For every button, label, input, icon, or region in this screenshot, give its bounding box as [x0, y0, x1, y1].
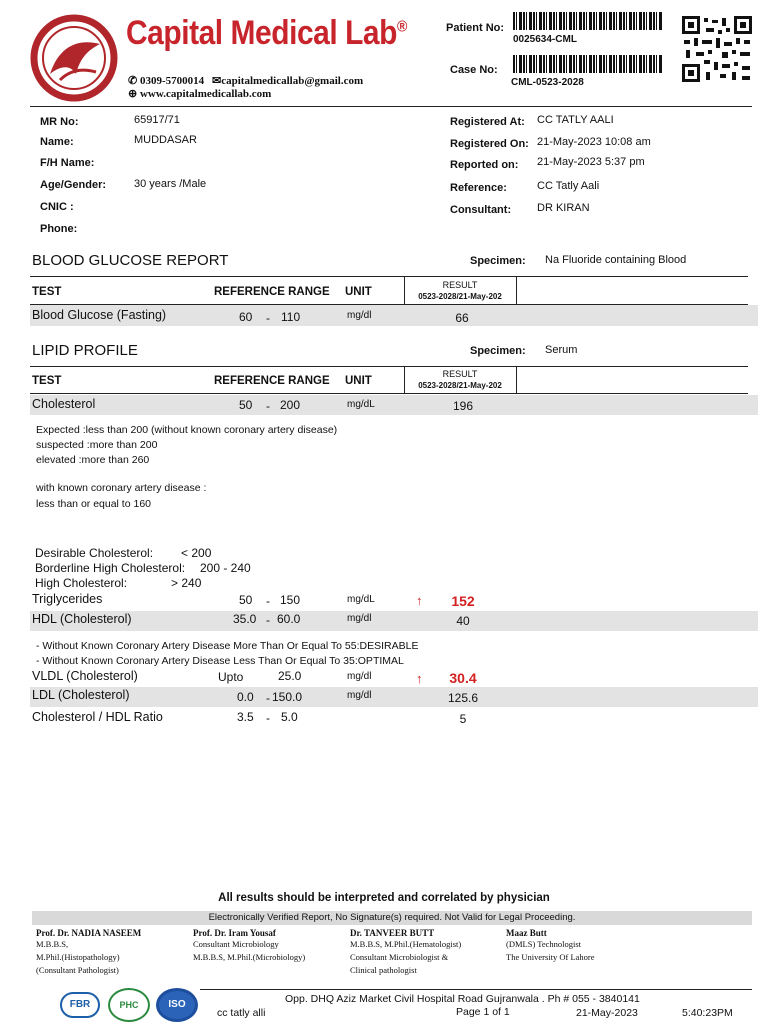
footer-divider — [200, 989, 752, 990]
glucose-specimen-label: Specimen: — [470, 255, 526, 267]
test-name: LDL (Cholesterol) — [32, 688, 130, 702]
lipid-table-top — [30, 366, 748, 367]
range-high: 110 — [281, 310, 301, 324]
name-label: Name: — [40, 136, 74, 148]
iso-logo: ISO — [156, 988, 198, 1022]
registered-at-value: CC TATLY AALI — [537, 114, 614, 126]
phone-icon: ✆ — [128, 75, 138, 87]
lipid-specimen-label: Specimen: — [470, 345, 526, 357]
range-low: Upto — [218, 670, 244, 684]
print-time: 5:40:23PM — [682, 1007, 733, 1019]
unit: mg/dl — [347, 671, 372, 682]
glucose-col-result: RESULT — [442, 280, 478, 290]
consultant-label: Consultant: — [450, 204, 512, 216]
lab-email: ✉capitalmedicallab@gmail.com — [212, 75, 364, 87]
note-line: with known coronary artery disease : — [36, 482, 207, 494]
signatory — [36, 928, 141, 977]
signatory-line: M.B.B.S, M.Phil.(Hematologist) — [350, 939, 462, 949]
lipid-col-test: TEST — [32, 375, 62, 387]
page-number: Page 1 of 1 — [456, 1006, 510, 1018]
range-high: 150.0 — [272, 690, 303, 704]
case-no-label: Case No: — [450, 64, 498, 76]
print-date: 21-May-2023 — [576, 1007, 638, 1019]
lab-name: Capital Medical Lab® — [126, 14, 407, 52]
mail-icon: ✉ — [212, 75, 222, 87]
registered-mark: ® — [396, 18, 407, 36]
range-low: 50 — [239, 398, 253, 412]
cholesterol-row-bg — [30, 395, 758, 415]
range-high: 150 — [280, 593, 301, 607]
unit: mg/dL — [347, 594, 375, 605]
lipid-section-title: LIPID PROFILE — [32, 342, 138, 359]
name-value: MUDDASAR — [134, 134, 197, 146]
lab-address: Opp. DHQ Aziz Market Civil Hospital Road Gujranwala . Ph # 055 - 3840141 — [285, 993, 640, 1005]
patient-no-barcode — [513, 12, 663, 30]
signatory-line: M.B.B.S, M.Phil.(Microbiology) — [193, 952, 306, 962]
interpretation-note: All results should be interpreted and correlated by physician — [218, 892, 550, 904]
range-dash: - — [266, 399, 270, 413]
range-dash: - — [266, 311, 270, 325]
fh-name-label: F/H Name: — [40, 157, 95, 169]
signatory-line: (DMLS) Technologist — [506, 939, 582, 949]
unit: mg/dl — [347, 310, 372, 321]
test-name: Triglycerides — [32, 592, 103, 606]
signatory-line: Clinical pathologist — [350, 965, 417, 975]
glucose-table-top — [30, 276, 748, 277]
result-value: 40 — [456, 614, 470, 628]
result-value: 5 — [459, 712, 467, 726]
verified-banner: Electronically Verified Report, No Signature(s) required. Not Valid for Legal Proceeding. — [32, 911, 752, 925]
lipid-specimen-value: Serum — [545, 344, 578, 356]
note-line: suspected :more than 200 — [36, 439, 158, 451]
signatory-name: Dr. TANVEER BUTT — [350, 928, 435, 938]
range-low: 35.0 — [233, 612, 257, 626]
age-gender-label: Age/Gender: — [40, 179, 107, 191]
lipid-col-result: RESULT — [442, 369, 478, 379]
signatory-line: M.B.B.S, — [36, 939, 69, 949]
note-line: elevated :more than 260 — [36, 454, 150, 466]
level-value: > 240 — [171, 576, 202, 590]
result-value: 30.4 — [449, 670, 477, 686]
result-value: 196 — [452, 399, 474, 413]
lab-phone: ✆ 0309-5700014 — [128, 75, 205, 87]
case-no-barcode — [513, 55, 663, 73]
glucose-col-result-sub: 0523-2028/21-May-202 — [418, 292, 502, 301]
signatory-line: The University Of Lahore — [506, 952, 595, 962]
lab-website: ⊕ www.capitalmedicallab.com — [128, 88, 272, 100]
hdl-row-bg — [30, 611, 758, 631]
cnic-label: CNIC : — [40, 201, 74, 213]
glucose-col-unit: UNIT — [345, 286, 372, 298]
qr-code — [682, 16, 752, 82]
mr-no-value: 65917/71 — [134, 114, 180, 126]
level-label: High Cholesterol: — [35, 576, 128, 590]
glucose-col-range: REFERENCE RANGE — [214, 286, 330, 298]
lab-logo — [30, 14, 118, 102]
age-gender-value: 30 years /Male — [134, 178, 207, 190]
range-low: 3.5 — [237, 710, 254, 724]
test-name: HDL (Cholesterol) — [32, 612, 132, 626]
fbr-logo: FBR — [60, 992, 100, 1018]
signatory-line: Consultant Microbiology — [193, 939, 279, 949]
unit: mg/dL — [347, 399, 375, 410]
case-no: CML-0523-2028 — [511, 77, 584, 88]
registered-on-value: 21-May-2023 10:08 am — [537, 136, 651, 148]
phc-logo: PHC — [108, 988, 150, 1022]
glucose-col-test: TEST — [32, 286, 62, 298]
result-value: 66 — [455, 311, 469, 325]
range-dash: - — [266, 711, 270, 725]
reference-label: Reference: — [450, 182, 507, 194]
test-name: Cholesterol / HDL Ratio — [32, 710, 163, 724]
level-label: Desirable Cholesterol: — [35, 546, 154, 560]
range-low: 60 — [239, 310, 253, 324]
unit: mg/dl — [347, 613, 372, 624]
mr-no-label: MR No: — [40, 116, 79, 128]
phone-label: Phone: — [40, 223, 78, 235]
printed-by: cc tatly alli — [217, 1007, 266, 1019]
patient-no-label: Patient No: — [446, 22, 505, 34]
note-line: less than or equal to 160 — [36, 498, 151, 510]
ldl-row-bg — [30, 687, 758, 707]
level-value: < 200 — [181, 546, 212, 560]
reported-on-value: 21-May-2023 5:37 pm — [537, 156, 645, 168]
range-low: 50 — [239, 593, 253, 607]
globe-icon: ⊕ — [128, 88, 138, 100]
signatory-line: M.Phil.(Histopathology) — [36, 952, 120, 962]
header-divider — [30, 106, 752, 107]
signatory-line: (Consultant Pathologist) — [36, 965, 119, 975]
signatory-name: Maaz Butt — [506, 928, 547, 938]
range-high: 200 — [280, 398, 301, 412]
test-name: Blood Glucose (Fasting) — [32, 308, 167, 322]
range-high: 5.0 — [281, 710, 298, 724]
lipid-result-right — [516, 366, 517, 394]
glucose-section-title: BLOOD GLUCOSE REPORT — [32, 252, 229, 269]
note-line: - Without Known Coronary Artery Disease More Than Or Equal To 55:DESIRABLE — [36, 640, 419, 652]
high-flag-icon: ↑ — [416, 671, 423, 686]
test-name: Cholesterol — [32, 397, 96, 411]
patient-no: 0025634-CML — [513, 34, 577, 45]
lipid-table-header-bottom — [30, 393, 748, 394]
signatory-name: Prof. Dr. Iram Yousaf — [193, 928, 276, 938]
high-flag-icon: ↑ — [416, 593, 423, 608]
range-dash: - — [266, 594, 270, 608]
range-high: 60.0 — [277, 612, 301, 626]
note-line: - Without Known Coronary Artery Disease Less Than Or Equal To 35:OPTIMAL — [36, 655, 404, 667]
signatory — [350, 928, 461, 977]
registered-at-label: Registered At: — [450, 116, 525, 128]
signatory-line: Consultant Microbiologist & — [350, 952, 449, 962]
range-dash: - — [266, 691, 270, 705]
consultant-value: DR KIRAN — [537, 202, 590, 214]
lipid-col-result-sub: 0523-2028/21-May-202 — [418, 381, 502, 390]
range-low: 0.0 — [237, 690, 254, 704]
lipid-col-unit: UNIT — [345, 375, 372, 387]
range-dash: - — [266, 613, 270, 627]
level-label: Borderline High Cholesterol: — [35, 561, 186, 575]
result-value: 125.6 — [447, 691, 479, 705]
registered-on-label: Registered On: — [450, 138, 529, 150]
range-high: 25.0 — [278, 669, 302, 683]
glucose-specimen-value: Na Fluoride containing Blood — [545, 254, 687, 266]
signatory — [506, 928, 595, 964]
reported-on-label: Reported on: — [450, 159, 519, 171]
test-name: VLDL (Cholesterol) — [32, 669, 138, 683]
result-value: 152 — [451, 593, 475, 609]
reference-value: CC Tatly Aali — [537, 180, 600, 192]
signatory-name: Prof. Dr. NADIA NASEEM — [36, 928, 142, 938]
glucose-result-right — [516, 276, 517, 304]
unit: mg/dl — [347, 690, 372, 701]
signatory — [193, 928, 305, 964]
lipid-col-range: REFERENCE RANGE — [214, 375, 330, 387]
level-value: 200 - 240 — [200, 561, 251, 575]
note-line: Expected :less than 200 (without known coronary artery disease) — [36, 424, 338, 436]
